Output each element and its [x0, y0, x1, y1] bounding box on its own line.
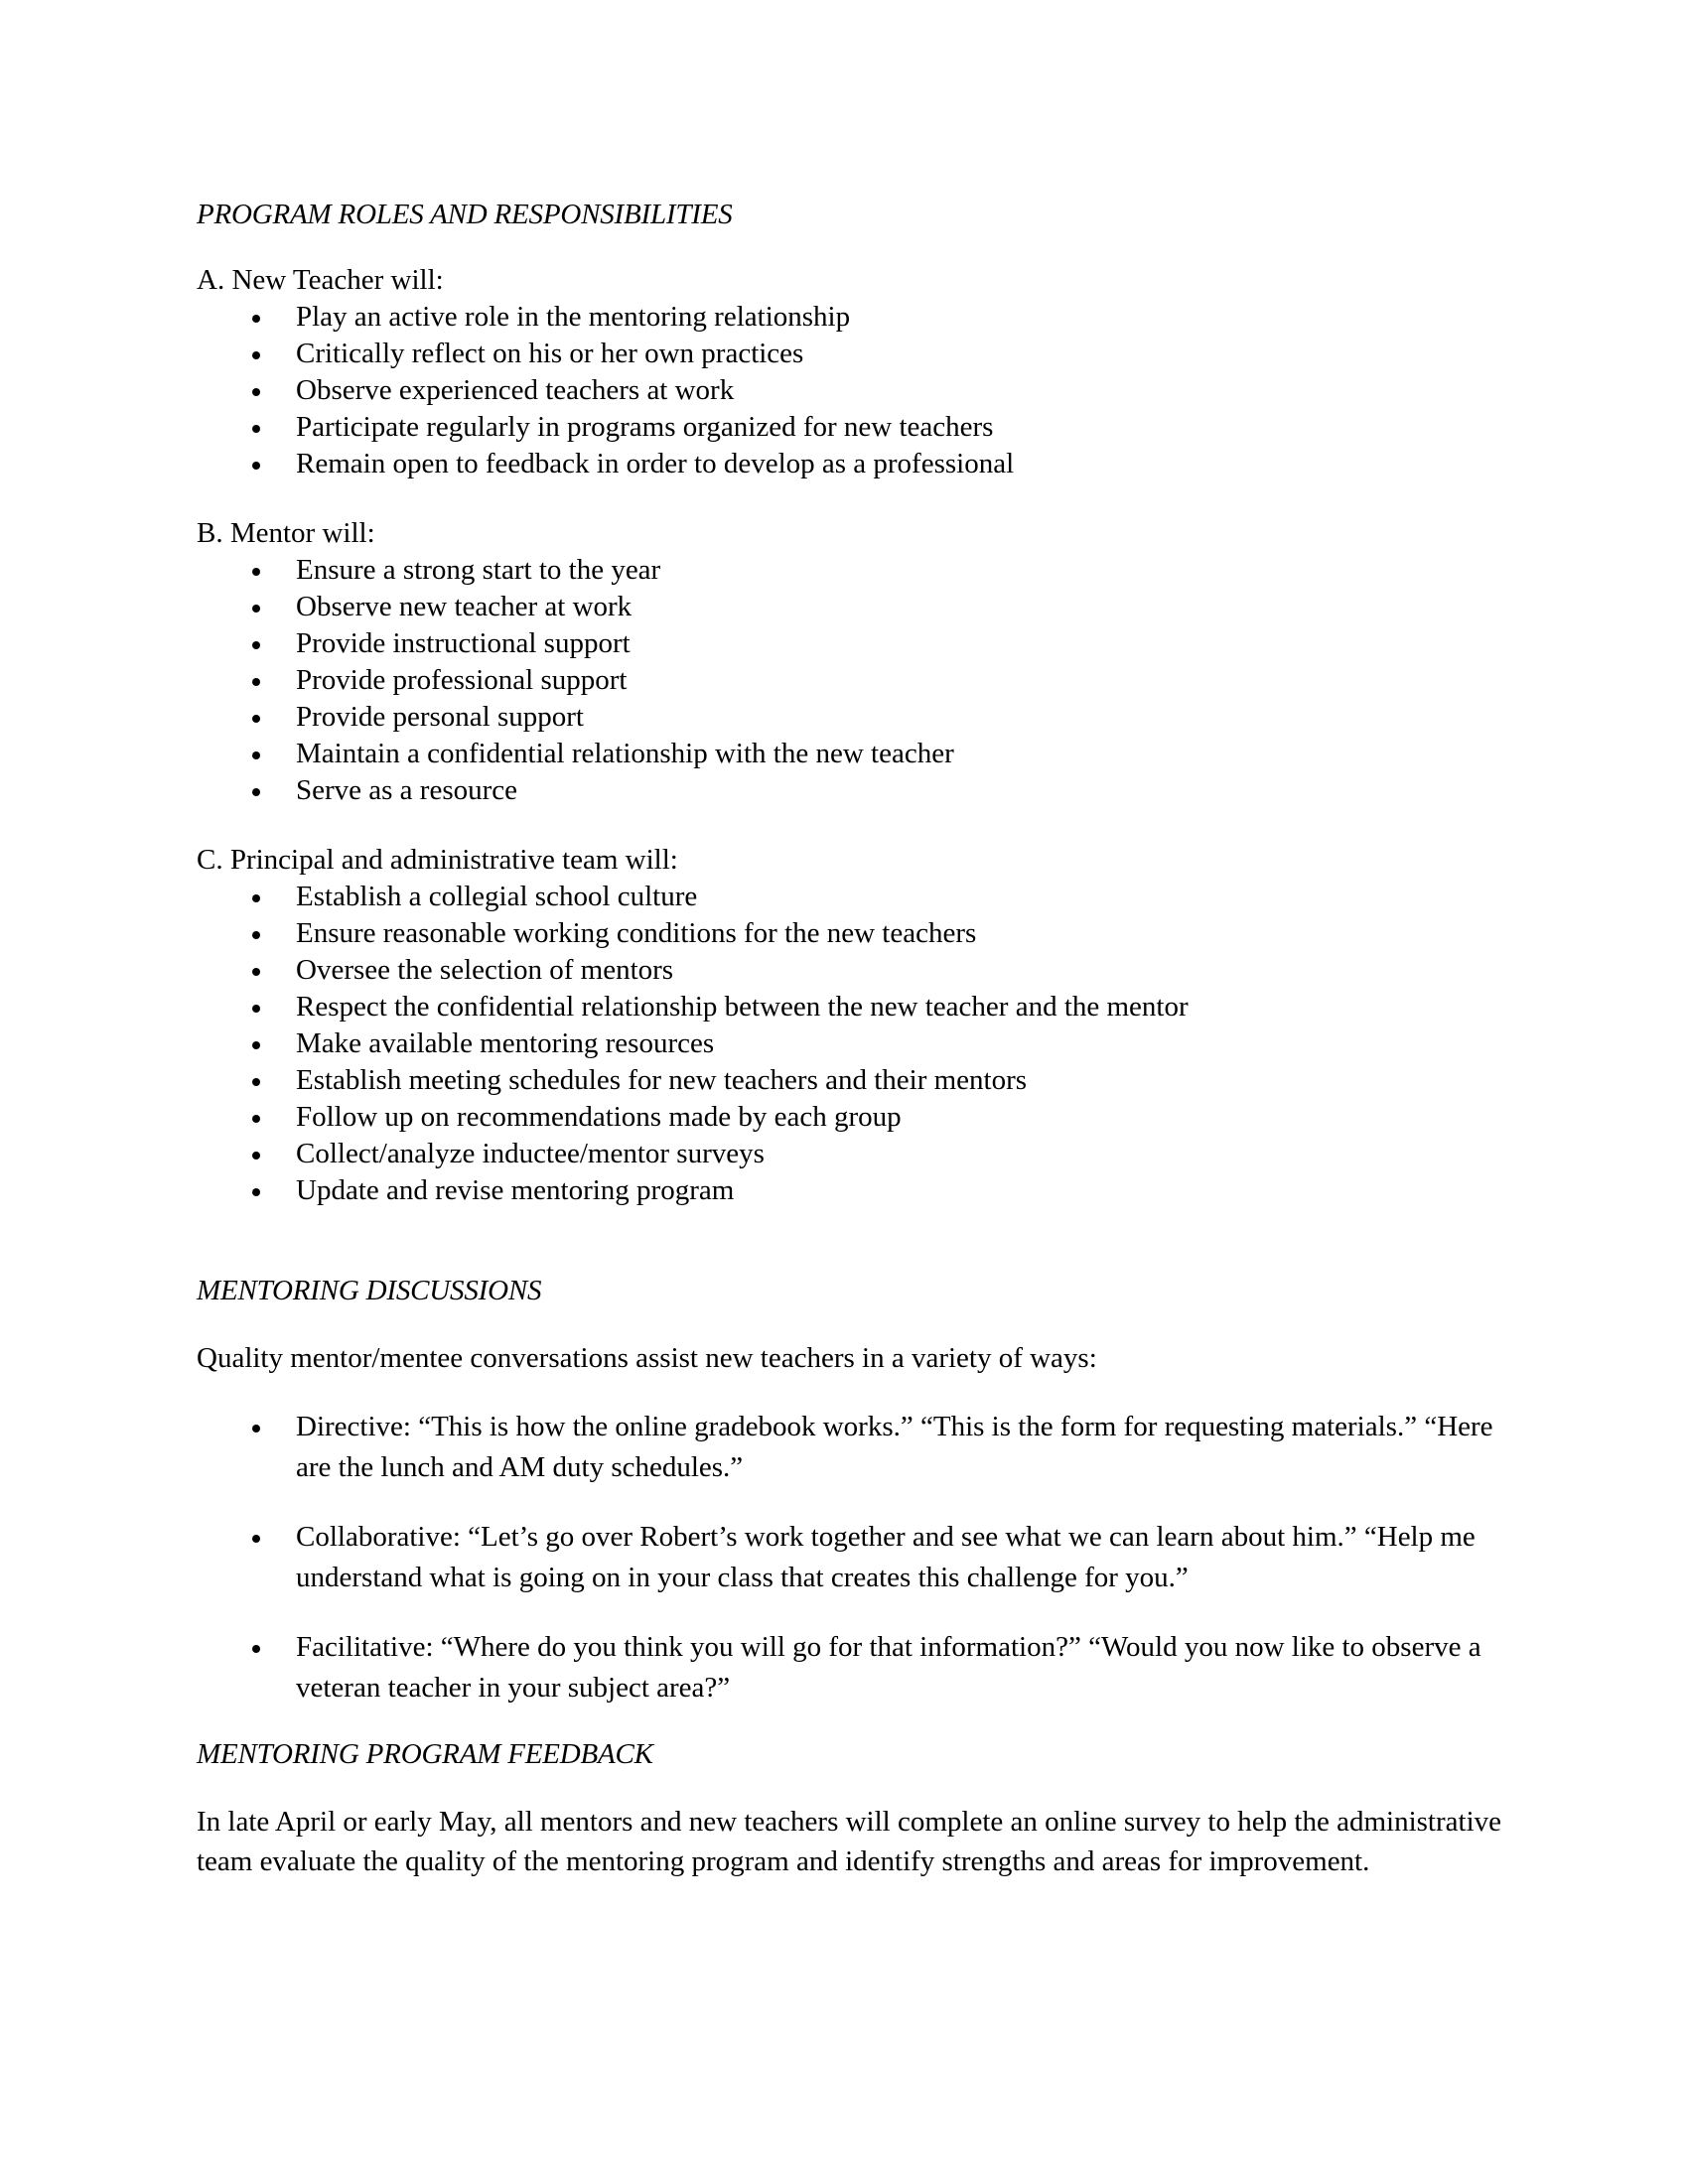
bullet-icon	[252, 751, 260, 759]
list-item: Provide professional support	[296, 662, 1517, 699]
bullet-icon	[252, 1535, 260, 1543]
bullet-icon	[252, 1425, 260, 1433]
bullet-icon	[252, 315, 260, 323]
bullet-icon	[252, 1041, 260, 1049]
principal-list	[197, 879, 1517, 1209]
discussion-list	[197, 1407, 1517, 1708]
bullet-icon	[252, 388, 260, 396]
bullet-icon	[252, 1188, 260, 1196]
list-item: Remain open to feedback in order to develop as a professional	[296, 446, 1517, 482]
bullet-icon	[252, 1005, 260, 1013]
mentor-list	[197, 552, 1517, 809]
list-item: Directive: “This is how the online gradebook works.” “This is the form for requesting materials.” “Here are the lunch and AM duty schedules.”	[296, 1407, 1517, 1488]
list-item: Follow up on recommendations made by each group	[296, 1099, 1517, 1136]
list-item: Provide instructional support	[296, 625, 1517, 662]
new-teacher-list	[197, 299, 1517, 482]
bullet-icon	[252, 678, 260, 686]
list-item: Serve as a resource	[296, 772, 1517, 809]
list-item: Participate regularly in programs organized for new teachers	[296, 409, 1517, 446]
list-item: Update and revise mentoring program	[296, 1172, 1517, 1209]
roles-heading: PROGRAM ROLES AND RESPONSIBILITIES	[197, 199, 733, 230]
bullet-icon	[252, 351, 260, 359]
discussions-intro: Quality mentor/mentee conversations assist new teachers in a variety of ways:	[197, 1342, 1097, 1374]
bullet-icon	[252, 968, 260, 976]
bullet-icon	[252, 715, 260, 723]
bullet-icon	[252, 894, 260, 902]
list-item: Collaborative: “Let’s go over Robert’s work together and see what we can learn about him.” “Help me understand what is going on in your class that creates this challenge for you.”	[296, 1517, 1517, 1598]
bullet-icon	[252, 1115, 260, 1123]
list-item: Make available mentoring resources	[296, 1025, 1517, 1062]
bullet-icon	[252, 568, 260, 576]
bullet-icon	[252, 1152, 260, 1160]
new-teacher-title: A. New Teacher will:	[197, 264, 444, 296]
list-item: Play an active role in the mentoring relationship	[296, 299, 1517, 336]
list-item: Respect the confidential relationship between the new teacher and the mentor	[296, 989, 1517, 1025]
list-item: Oversee the selection of mentors	[296, 952, 1517, 989]
list-item: Ensure reasonable working conditions for the new teachers	[296, 915, 1517, 952]
list-item: Critically reflect on his or her own practices	[296, 336, 1517, 372]
list-item: Facilitative: “Where do you think you will go for that information?” “Would you now like to observe a veteran teacher in your subject area?”	[296, 1627, 1517, 1708]
bullet-icon	[252, 641, 260, 649]
principal-title: C. Principal and administrative team will:	[197, 844, 678, 876]
list-item: Collect/analyze inductee/mentor surveys	[296, 1136, 1517, 1172]
feedback-heading: MENTORING PROGRAM FEEDBACK	[197, 1738, 653, 1770]
bullet-icon	[252, 605, 260, 613]
list-item: Provide personal support	[296, 699, 1517, 736]
discussions-heading: MENTORING DISCUSSIONS	[197, 1275, 542, 1306]
mentor-title: B. Mentor will:	[197, 517, 375, 549]
bullet-icon	[252, 462, 260, 470]
feedback-text: In late April or early May, all mentors and new teachers will complete an online survey to help the administrative team evaluate the quality of the mentoring program and identify strengths and areas for improvement.	[197, 1806, 1501, 1877]
document-page	[197, 197, 1517, 1881]
list-item: Maintain a confidential relationship with the new teacher	[296, 736, 1517, 772]
bullet-icon	[252, 1078, 260, 1086]
bullet-icon	[252, 931, 260, 939]
bullet-icon	[252, 425, 260, 433]
list-item: Establish a collegial school culture	[296, 879, 1517, 915]
list-item: Establish meeting schedules for new teachers and their mentors	[296, 1062, 1517, 1099]
list-item: Observe new teacher at work	[296, 589, 1517, 625]
list-item: Ensure a strong start to the year	[296, 552, 1517, 589]
bullet-icon	[252, 788, 260, 796]
bullet-icon	[252, 1645, 260, 1653]
list-item: Observe experienced teachers at work	[296, 372, 1517, 409]
